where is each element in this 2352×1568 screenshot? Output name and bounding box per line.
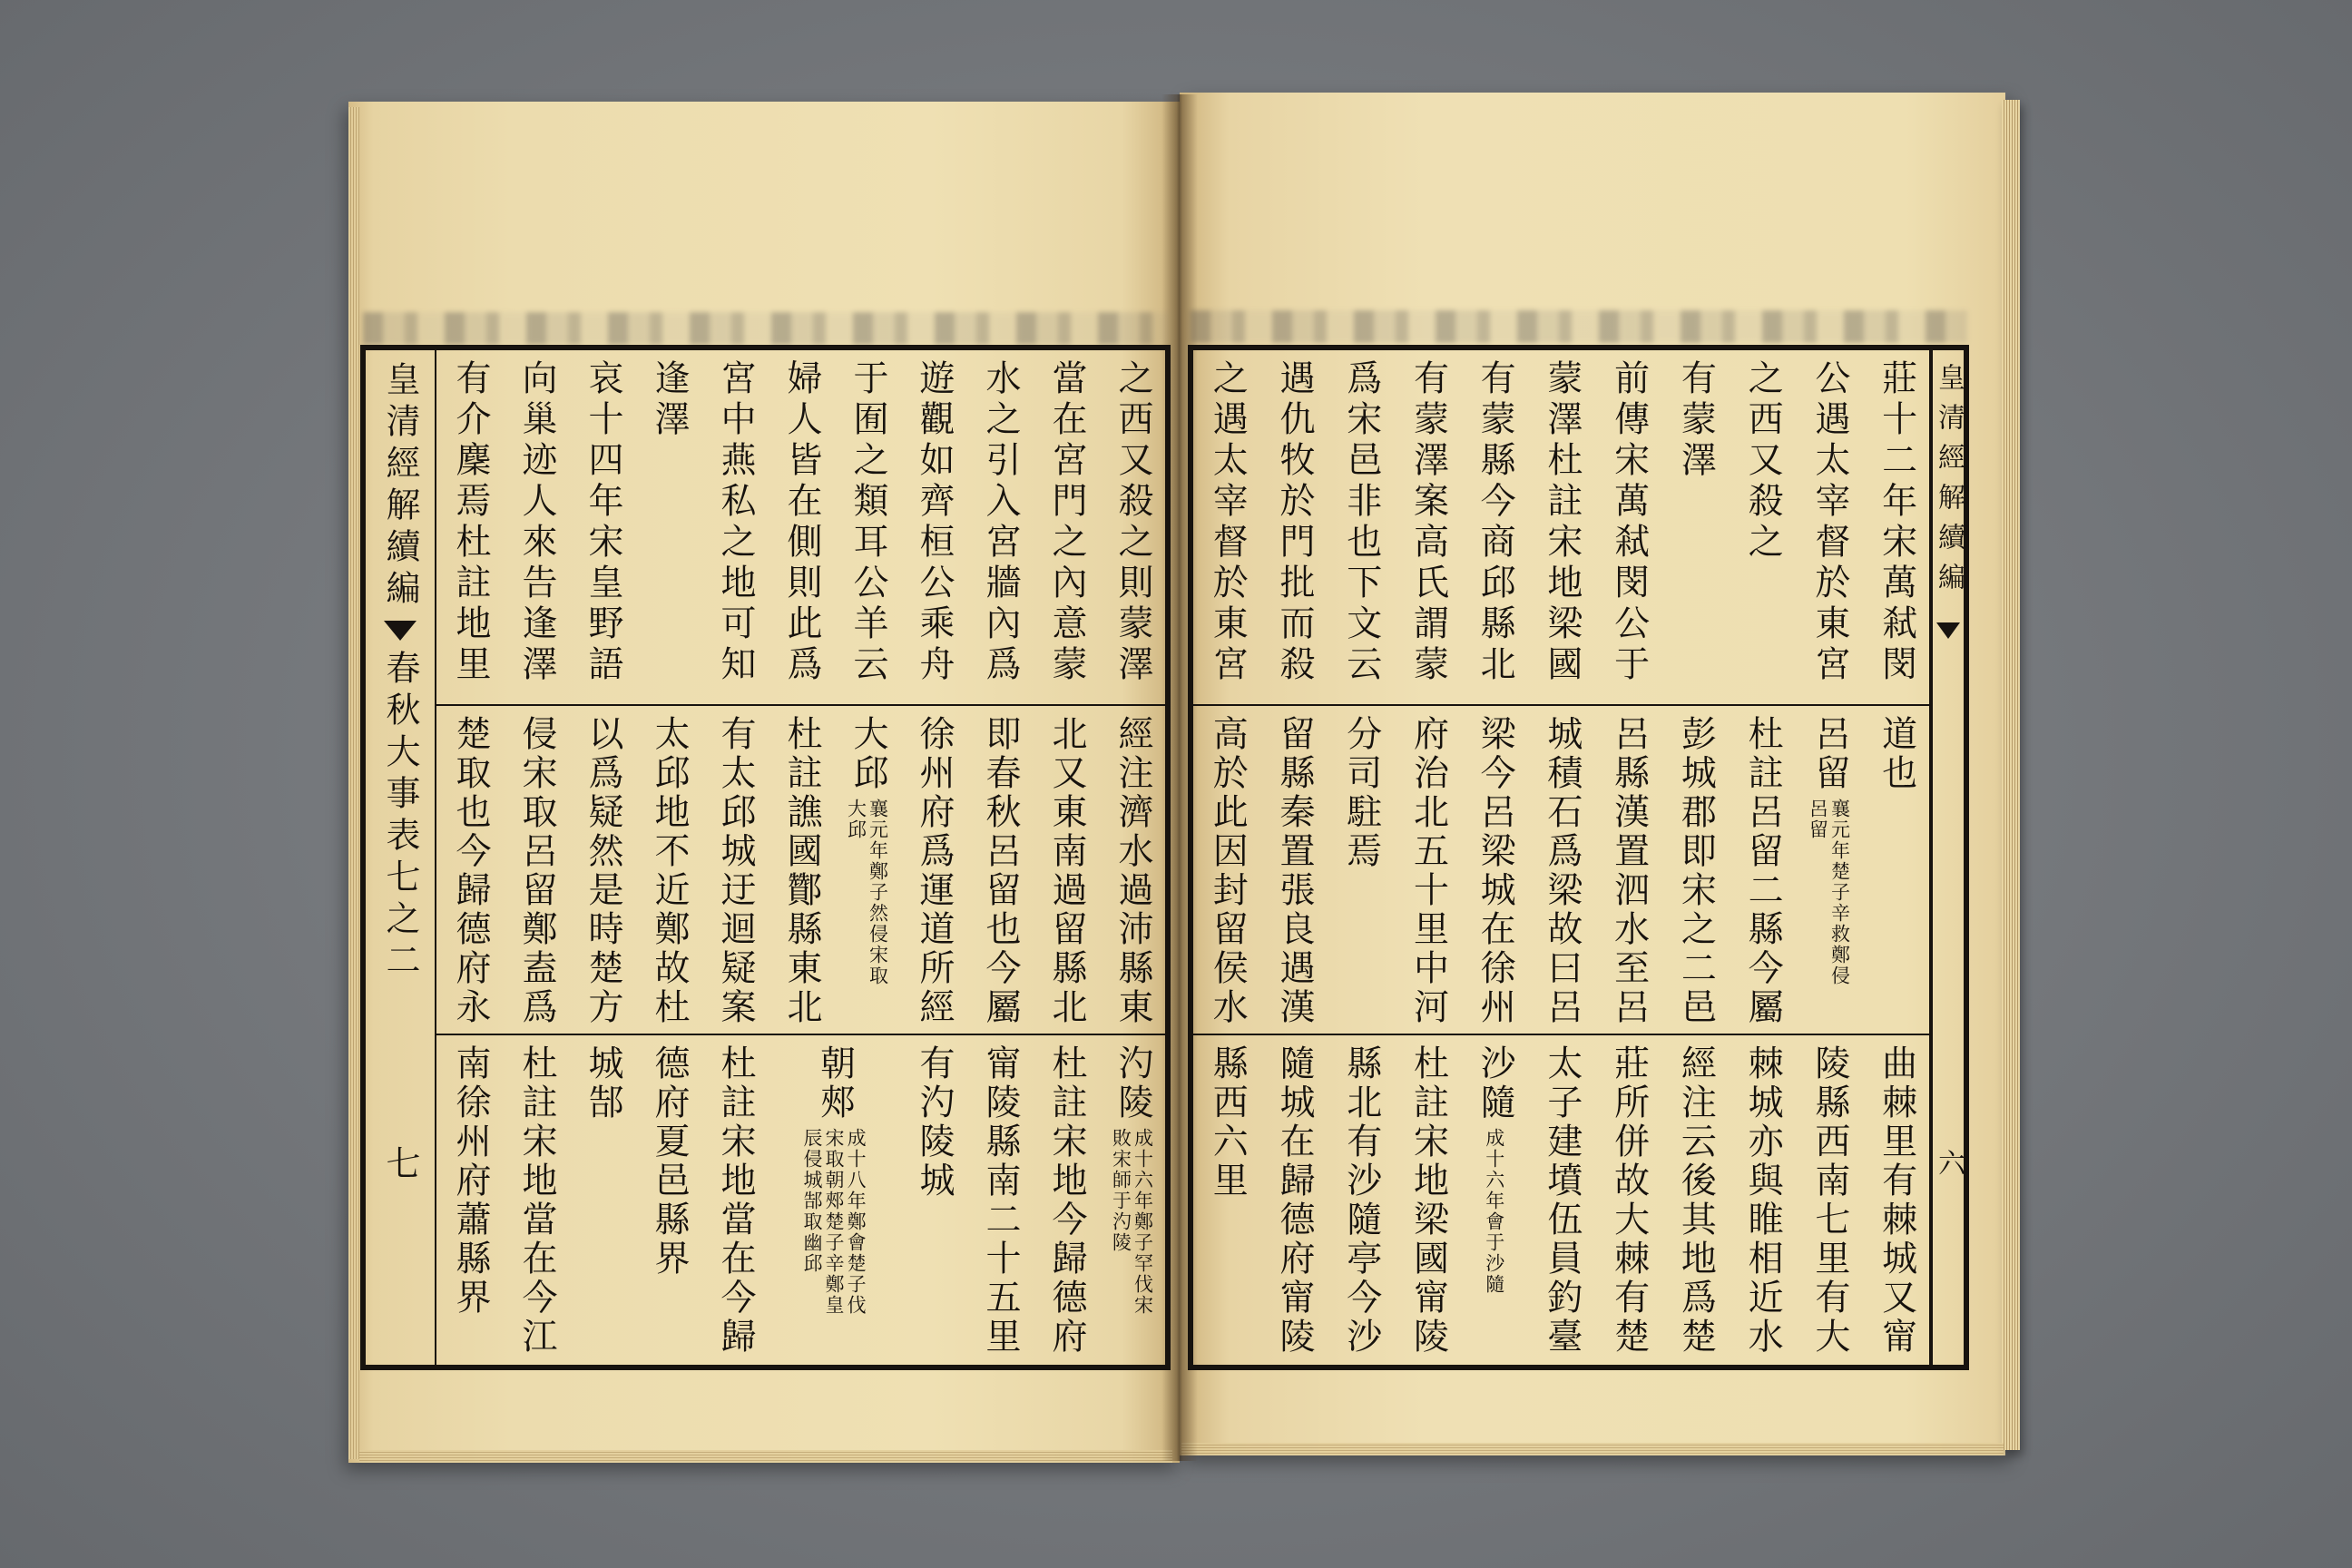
- register-middle: [1193, 704, 1929, 1034]
- text-column: [503, 706, 569, 1034]
- column-text: 前傳宋萬弒閔公于: [1608, 359, 1650, 686]
- text-column: [1594, 350, 1661, 704]
- entry-heading: 朝郟: [814, 1044, 856, 1122]
- column-text: 有介麇焉杜註地里: [449, 359, 491, 686]
- text-column: [1729, 1035, 1796, 1365]
- text-column: [1862, 350, 1929, 704]
- text-column: [1394, 706, 1461, 1034]
- column-text: 曲棘里有棘城又甯: [1876, 1044, 1917, 1357]
- column-text: 宮中燕私之地可知: [714, 359, 756, 686]
- column-text: 杜註譙國酇縣東北: [780, 715, 822, 1027]
- register-top: [1193, 350, 1929, 704]
- text-column: [1594, 706, 1661, 1034]
- text-column: [1033, 1035, 1099, 1365]
- column-text: 蒙澤杜註宋地梁國: [1541, 359, 1583, 686]
- column-text: 太邱地不近鄭故杜: [648, 715, 690, 1027]
- column-text: 府治北五十里中河: [1407, 715, 1449, 1027]
- collection-title: 皇清經解續編: [380, 361, 420, 612]
- note-line: 大邱: [845, 799, 867, 840]
- note-line: 敗宋師于汋陵: [1110, 1128, 1132, 1253]
- column-text: 杜註宋地當在今江: [515, 1044, 557, 1357]
- collection-title: 皇清經解續編: [1933, 363, 1965, 603]
- column-text: 城積石爲梁故曰呂: [1541, 715, 1583, 1027]
- column-text: 之遇太宰督於東宮: [1207, 359, 1249, 686]
- text-column: [1796, 350, 1863, 704]
- entry-heading: 呂留: [1808, 715, 1850, 793]
- column-text: 棘城亦與睢相近水: [1742, 1044, 1784, 1357]
- text-column: [1528, 706, 1595, 1034]
- text-column: [569, 1035, 635, 1365]
- text-column: [635, 350, 701, 704]
- column-text: 徐州府爲運道所經: [913, 715, 955, 1027]
- text-column: [966, 1035, 1033, 1365]
- text-column: [1528, 1035, 1595, 1365]
- column-text: 莊所併故大棘有楚: [1608, 1044, 1650, 1357]
- text-column: [1461, 706, 1528, 1034]
- column-text: 留縣秦置張良遇漢: [1273, 715, 1315, 1027]
- text-column: [1260, 1035, 1328, 1365]
- note-line: 成十八年鄭會楚子伐: [845, 1128, 867, 1316]
- column-text: 甯陵縣南二十五里: [979, 1044, 1021, 1357]
- text-column: [1394, 350, 1461, 704]
- note-line: 辰侵城郜取幽邱: [800, 1128, 823, 1274]
- text-column: [1033, 350, 1099, 704]
- text-column: [834, 350, 900, 704]
- column-text: 杜註宋地梁國甯陵: [1407, 1044, 1449, 1357]
- column-text: 于囿之類耳公羊云: [847, 359, 888, 686]
- entry-heading: 逢澤: [648, 359, 690, 441]
- left-text-frame: [360, 345, 1171, 1370]
- text-column: [1862, 706, 1929, 1034]
- text-column: [1260, 706, 1328, 1034]
- text-column: [436, 706, 503, 1034]
- column-text: 哀十四年宋皇野語: [582, 359, 623, 686]
- text-column: [1193, 1035, 1260, 1365]
- note-line: 成十六年鄭子罕伐宋: [1132, 1128, 1154, 1316]
- text-column: [503, 350, 569, 704]
- column-text: 梁今呂梁城在徐州: [1475, 715, 1516, 1027]
- column-text: 爲宋邑非也下文云: [1340, 359, 1382, 686]
- text-column: [966, 706, 1033, 1034]
- column-text: 南徐州府蕭縣界: [449, 1044, 491, 1318]
- column-text: 之西又殺之: [1742, 359, 1784, 564]
- text-column: [966, 350, 1033, 704]
- column-text: 杜註宋地當在今歸: [714, 1044, 756, 1357]
- note-line: 襄元年鄭子然侵宋取: [867, 799, 889, 986]
- column-text: 陵縣西南七里有大: [1808, 1044, 1850, 1357]
- text-column: [834, 706, 900, 1034]
- text-column: [1461, 1035, 1528, 1365]
- column-text: 經注濟水過沛縣東: [1112, 715, 1153, 1027]
- column-text: 呂縣漢置泗水至呂: [1608, 715, 1650, 1027]
- text-column: [1862, 1035, 1929, 1365]
- column-text: 有蒙澤案高氏謂蒙: [1407, 359, 1449, 686]
- text-column: [768, 350, 834, 704]
- column-text: 縣西六里: [1207, 1044, 1249, 1200]
- entry-heading: 城郜: [582, 1044, 623, 1122]
- fold-column: [366, 350, 436, 1365]
- interlinear-note: [802, 1128, 866, 1316]
- text-column: [1260, 350, 1328, 704]
- column-text: 杜註呂留二縣今屬: [1742, 715, 1784, 1027]
- text-column: [1327, 706, 1394, 1034]
- stacked-page-edge: [348, 107, 359, 1459]
- text-column: [768, 706, 834, 1034]
- text-column: [1193, 706, 1260, 1034]
- text-column: [701, 706, 768, 1034]
- register-middle: [436, 704, 1165, 1034]
- entry-heading: 汋陵: [1112, 1044, 1153, 1122]
- column-text: 分司駐焉: [1340, 715, 1382, 871]
- interlinear-note: [1485, 1128, 1504, 1295]
- text-column: [1796, 706, 1863, 1034]
- text-column: [569, 706, 635, 1034]
- column-text: 楚取也今歸德府永: [449, 715, 491, 1027]
- text-column: [900, 706, 966, 1034]
- stacked-page-edge: [1181, 1443, 2004, 1455]
- text-column: [1661, 350, 1729, 704]
- entry-heading: 有蒙澤: [1675, 359, 1717, 482]
- page-number: 六: [1933, 1149, 1965, 1189]
- column-text: 德府夏邑縣界: [648, 1044, 690, 1279]
- text-column: [701, 1035, 768, 1365]
- text-column: [1661, 706, 1729, 1034]
- fishtail-mark: [384, 621, 416, 641]
- entry-heading: 沙隨: [1475, 1044, 1516, 1122]
- ink-bleed-band: [1191, 310, 1967, 343]
- text-column: [768, 1035, 900, 1365]
- column-text: 侵宋取呂留鄭盍爲: [515, 715, 557, 1027]
- stacked-page-edge: [2002, 100, 2020, 1450]
- column-text: 有蒙縣今商邱縣北: [1475, 359, 1516, 686]
- note-line: 宋取朝郟楚子辛鄭皇: [823, 1128, 846, 1316]
- register-bottom: [1193, 1034, 1929, 1365]
- text-area: [1193, 350, 1929, 1365]
- text-column: [1099, 706, 1165, 1034]
- text-column: [1729, 706, 1796, 1034]
- ink-bleed-band: [363, 312, 1169, 345]
- column-text: 隨城在歸德府甯陵: [1273, 1044, 1315, 1357]
- column-text: 杜註宋地今歸德府: [1045, 1044, 1087, 1357]
- column-text: 當在宮門之內意蒙: [1045, 359, 1087, 686]
- text-column: [1099, 1035, 1165, 1365]
- column-text: 北又東南過留縣北: [1045, 715, 1087, 1027]
- text-column: [1193, 350, 1260, 704]
- column-text: 道也: [1876, 715, 1917, 793]
- column-text: 向巢迹人來告逢澤: [515, 359, 557, 686]
- interlinear-note: [846, 799, 887, 986]
- column-text: 莊十二年宋萬弒閔: [1876, 359, 1917, 686]
- right-text-frame: [1188, 345, 1969, 1370]
- column-text: 公遇太宰督於東宮: [1808, 359, 1850, 686]
- column-text: 有太邱城迂迴疑案: [714, 715, 756, 1027]
- fold-column: [1929, 350, 1964, 1365]
- text-column: [900, 350, 966, 704]
- stacked-page-edge: [359, 1450, 1172, 1463]
- text-column: [900, 1035, 966, 1365]
- column-text: 以爲疑然是時楚方: [582, 715, 623, 1027]
- text-column: [635, 706, 701, 1034]
- interlinear-note: [1111, 1128, 1152, 1316]
- text-column: [569, 350, 635, 704]
- text-column: [1099, 350, 1165, 704]
- text-column: [436, 1035, 503, 1365]
- text-column: [436, 350, 503, 704]
- text-column: [1033, 706, 1099, 1034]
- fishtail-mark: [1936, 622, 1960, 639]
- entry-heading: 大邱: [847, 715, 888, 793]
- note-line: 呂留: [1807, 799, 1829, 840]
- text-area: [436, 350, 1165, 1365]
- interlinear-note: [1808, 799, 1849, 986]
- column-text: 婦人皆在側則此爲: [780, 359, 822, 686]
- register-top: [436, 350, 1165, 704]
- note-line: 成十六年會于沙隨: [1483, 1128, 1505, 1295]
- page-number: 七: [380, 1145, 420, 1187]
- column-text: 遇仇牧於門批而殺: [1273, 359, 1315, 686]
- text-column: [701, 350, 768, 704]
- column-text: 彭城郡即宋之二邑: [1675, 715, 1717, 1027]
- text-column: [635, 1035, 701, 1365]
- column-text: 高於此因封留侯水: [1207, 715, 1249, 1027]
- text-column: [503, 1035, 569, 1365]
- column-text: 有汋陵城: [913, 1044, 955, 1200]
- text-column: [1394, 1035, 1461, 1365]
- column-text: 遊觀如齊桓公乘舟: [913, 359, 955, 686]
- section-title: 春秋大事表七之二: [380, 650, 420, 984]
- register-bottom: [436, 1034, 1165, 1365]
- text-column: [1327, 1035, 1394, 1365]
- text-column: [1729, 350, 1796, 704]
- text-column: [1594, 1035, 1661, 1365]
- column-text: 之西又殺之則蒙澤: [1112, 359, 1153, 686]
- text-column: [1528, 350, 1595, 704]
- note-line: 襄元年楚子辛救鄭侵: [1828, 799, 1851, 986]
- text-column: [1796, 1035, 1863, 1365]
- column-text: 經注云後其地爲楚: [1675, 1044, 1717, 1357]
- column-text: 水之引入宮牆內爲: [979, 359, 1021, 686]
- text-column: [1327, 350, 1394, 704]
- column-text: 太子建墳伍員釣臺: [1541, 1044, 1583, 1357]
- column-text: 即春秋呂留也今屬: [979, 715, 1021, 1027]
- text-column: [1661, 1035, 1729, 1365]
- column-text: 縣北有沙隨亭今沙: [1340, 1044, 1382, 1357]
- text-column: [1461, 350, 1528, 704]
